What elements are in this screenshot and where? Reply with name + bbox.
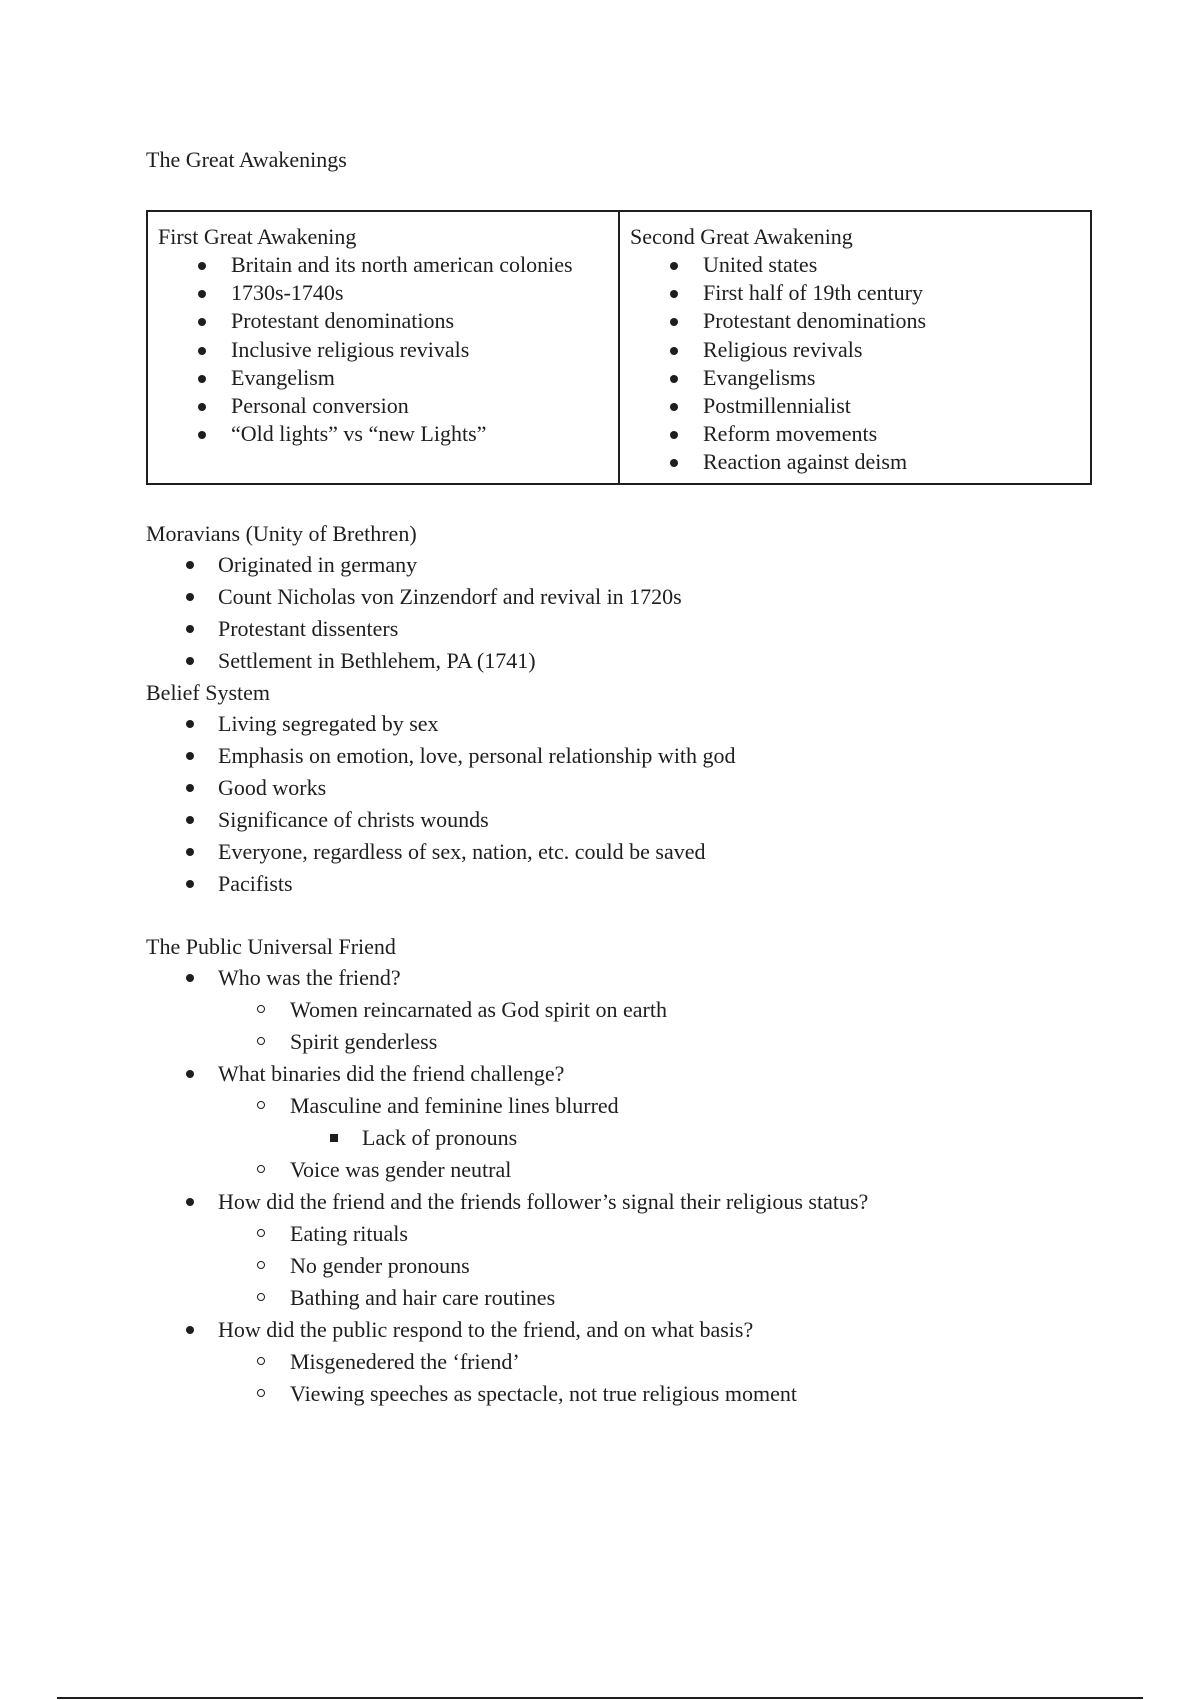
list-item: Significance of christs wounds <box>146 804 1092 836</box>
list-item: Protestant denominations <box>630 307 1082 335</box>
answer-list <box>218 1346 1092 1410</box>
answer-item: Voice was gender neutral <box>218 1154 1092 1186</box>
answer-item: Viewing speeches as spectacle, not true religious moment <box>218 1378 1092 1410</box>
list-item: Pacifists <box>146 868 1092 900</box>
second-awakening-heading: Second Great Awakening <box>630 224 853 249</box>
list-item: United states <box>630 251 1082 279</box>
second-awakening-cell <box>619 211 1091 484</box>
list-item: Settlement in Bethlehem, PA (1741) <box>146 645 1092 677</box>
question-text: How did the public respond to the friend, and on what basis? <box>218 1317 754 1342</box>
list-item: Evangelisms <box>630 364 1082 392</box>
answer-item: Bathing and hair care routines <box>218 1282 1092 1314</box>
question-text: How did the friend and the friends follower’s signal their religious status? <box>218 1189 869 1214</box>
sub-answer-list <box>290 1122 1092 1154</box>
comparison-table <box>146 210 1092 485</box>
list-item: Religious revivals <box>630 336 1082 364</box>
answer-item: Spirit genderless <box>218 1026 1092 1058</box>
belief-system-list <box>146 708 1092 900</box>
list-item: Inclusive religious revivals <box>158 336 610 364</box>
answer-item: Women reincarnated as God spirit on earth <box>218 994 1092 1026</box>
answer-item <box>218 1090 1092 1154</box>
list-item: Britain and its north american colonies <box>158 251 610 279</box>
first-awakening-heading: First Great Awakening <box>158 224 357 249</box>
belief-system-heading: Belief System <box>146 680 271 705</box>
list-item: Originated in germany <box>146 549 1092 581</box>
second-awakening-list <box>630 251 1082 477</box>
list-item: Reform movements <box>630 420 1082 448</box>
answer-item: No gender pronouns <box>218 1250 1092 1282</box>
list-item: Postmillennialist <box>630 392 1082 420</box>
first-awakening-cell <box>147 211 619 484</box>
question-item <box>146 1314 1092 1410</box>
list-item: Reaction against deism <box>630 448 1082 476</box>
question-text: Who was the friend? <box>218 965 401 990</box>
question-item <box>146 1058 1092 1186</box>
list-item: Protestant dissenters <box>146 613 1092 645</box>
list-item: Emphasis on emotion, love, personal relationship with god <box>146 740 1092 772</box>
moravians-section <box>146 518 1092 900</box>
answer-text: Masculine and feminine lines blurred <box>290 1093 619 1118</box>
friend-questions-list <box>146 962 1092 1410</box>
question-item <box>146 962 1092 1058</box>
list-item: Protestant denominations <box>158 307 610 335</box>
answer-list <box>218 1218 1092 1314</box>
list-item: Count Nicholas von Zinzendorf and revival in 1720s <box>146 581 1092 613</box>
first-awakening-list <box>158 251 610 448</box>
list-item: Evangelism <box>158 364 610 392</box>
page-title: The Great Awakenings <box>146 147 347 172</box>
sub-answer-item: Lack of pronouns <box>290 1122 1092 1154</box>
list-item: “Old lights” vs “new Lights” <box>158 420 610 448</box>
answer-list <box>218 1090 1092 1186</box>
question-item <box>146 1186 1092 1314</box>
question-text: What binaries did the friend challenge? <box>218 1061 565 1086</box>
list-item: Good works <box>146 772 1092 804</box>
list-item: Everyone, regardless of sex, nation, etc. could be saved <box>146 836 1092 868</box>
public-universal-friend-heading: The Public Universal Friend <box>146 934 396 959</box>
list-item: Living segregated by sex <box>146 708 1092 740</box>
list-item: First half of 19th century <box>630 279 1082 307</box>
answer-list <box>218 994 1092 1058</box>
list-item: 1730s-1740s <box>158 279 610 307</box>
list-item: Personal conversion <box>158 392 610 420</box>
footer-divider <box>57 1697 1143 1699</box>
public-universal-friend-section <box>146 931 1092 1410</box>
answer-item: Eating rituals <box>218 1218 1092 1250</box>
moravians-heading: Moravians (Unity of Brethren) <box>146 521 417 546</box>
answer-item: Misgenedered the ‘friend’ <box>218 1346 1092 1378</box>
moravians-list <box>146 549 1092 677</box>
